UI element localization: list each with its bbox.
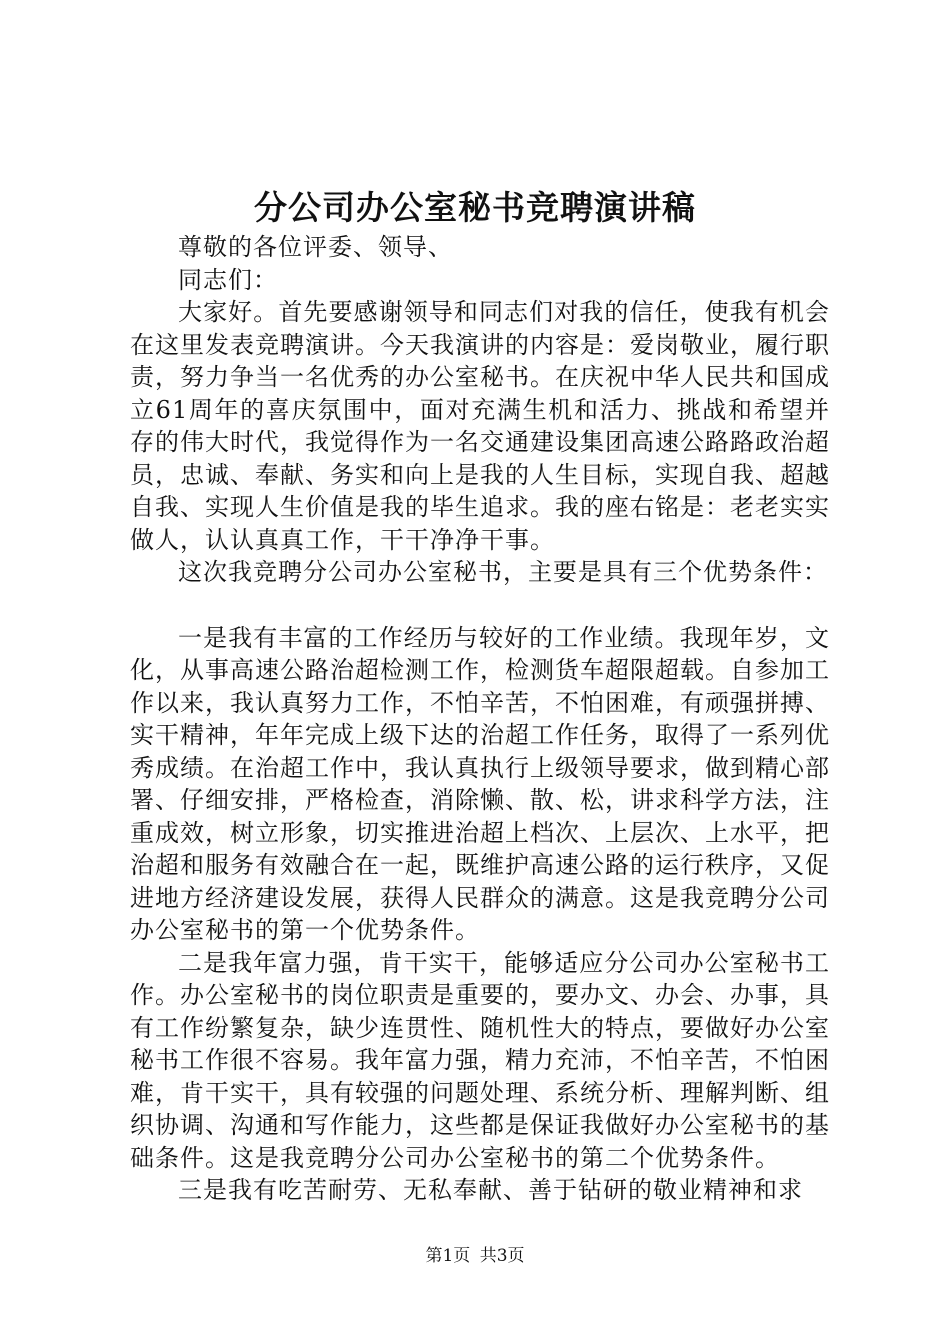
document-body: [130, 231, 830, 1207]
paragraph: 一是我有丰富的工作经历与较好的工作业绩。我现年岁，文化，从事高速公路治超检测工作，检测货车超限超载。自参加工作以来，我认真努力工作，不怕辛苦，不怕困难，有顽强拼搏、实干精神，年年完成上级下达的治超工作任务，取得了一系列优秀成绩。在治超工作中，我认真执行上级领导要求，做到精心部署、仔细安排，严格检查，消除懒、散、松，讲求科学方法，注重成效，树立形象，切实推进治超上档次、上层次、上水平，把治超和服务有效融合在一起，既维护高速公路的运行秩序，又促进地方经济建设发展，获得人民群众的满意。这是我竞聘分公司办公室秘书的第一个优势条件。: [130, 623, 830, 944]
paragraph: 这次我竞聘分公司办公室秘书，主要是具有三个优势条件：: [178, 558, 828, 586]
salutation-line: 尊敬的各位评委、领导、: [178, 233, 453, 261]
salutation-line: 同志们：: [178, 265, 278, 294]
paragraph: 大家好。首先要感谢领导和同志们对我的信任，使我有机会在这里发表竞聘演讲。今天我演讲的内容是：爱岗敬业，履行职责，努力争当一名优秀的办公室秘书。在庆祝中华人民共和国成立61周年的喜庆氛围中，面对充满生机和活力、挑战和希望并存的伟大时代，我觉得作为一名交通建设集团高速公路路政治超员，忠诚、奉献、务实和向上是我的人生目标，实现自我、超越自我、实现人生价值是我的毕生追求。我的座右铭是：老老实实做人，认认真真工作，干干净净干事。: [130, 298, 830, 554]
page-number: 第1页: [425, 1246, 471, 1266]
page-footer: [0, 1244, 950, 1268]
paragraph: 二是我年富力强，肯干实干，能够适应分公司办公室秘书工作。办公室秘书的岗位职责是重要的，要办文、办会、办事，具有工作纷繁复杂，缺少连贯性、随机性大的特点，要做好办公室秘书工作很不容易。我年富力强，精力充沛，不怕辛苦，不怕困难，肯干实干，具有较强的问题处理、系统分析、理解判断、组织协调、沟通和写作能力，这些都是保证我做好办公室秘书的基础条件。这是我竞聘分公司办公室秘书的第二个优势条件。: [130, 948, 830, 1172]
paragraph: 三是我有吃苦耐劳、无私奉献、善于钻研的敬业精神和求: [178, 1176, 803, 1204]
document-title: 分公司办公室秘书竞聘演讲稿: [254, 188, 696, 227]
page-total: 共3页: [479, 1246, 525, 1266]
